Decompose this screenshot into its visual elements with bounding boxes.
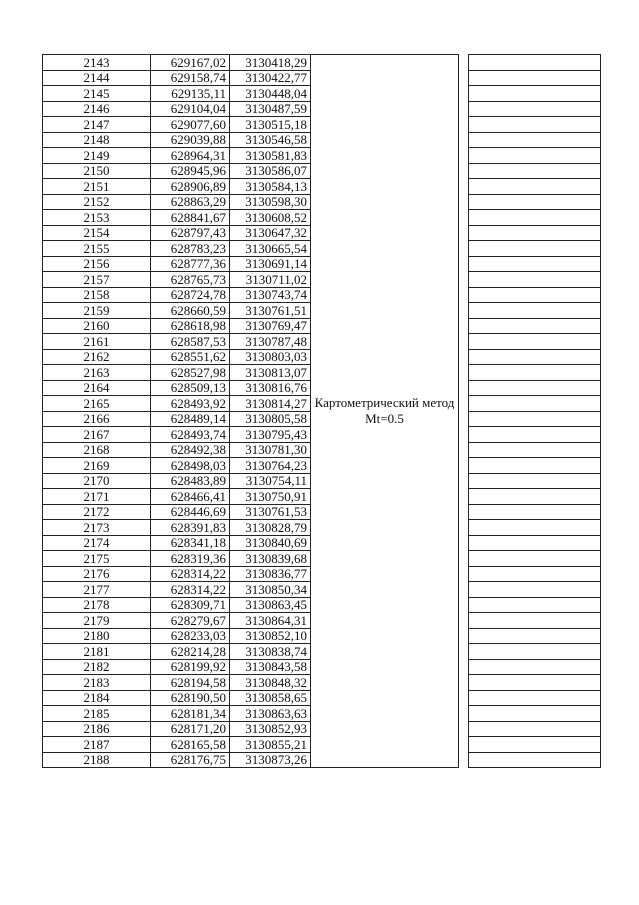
x-coordinate-cell: 628906,89 (151, 179, 230, 195)
empty-note-cell (469, 566, 601, 582)
empty-note-cell (469, 473, 601, 489)
point-number-cell: 2160 (43, 318, 151, 334)
point-number-cell: 2158 (43, 287, 151, 303)
point-number-cell: 2159 (43, 303, 151, 319)
point-number-cell: 2174 (43, 535, 151, 551)
empty-note-cell (469, 256, 601, 272)
empty-note-cell (469, 458, 601, 474)
point-number-cell: 2179 (43, 613, 151, 629)
y-coordinate-cell: 3130584,13 (230, 179, 311, 195)
x-coordinate-cell: 628279,67 (151, 613, 230, 629)
point-number-cell: 2144 (43, 70, 151, 86)
empty-note-cell (469, 210, 601, 226)
y-coordinate-cell: 3130598,30 (230, 194, 311, 210)
empty-note-cell (469, 132, 601, 148)
empty-note-cell (469, 287, 601, 303)
x-coordinate-cell: 628314,22 (151, 582, 230, 598)
empty-note-cell (469, 194, 601, 210)
empty-note-cell (469, 334, 601, 350)
empty-note-cell (469, 179, 601, 195)
y-coordinate-cell: 3130795,43 (230, 427, 311, 443)
empty-note-cell (469, 380, 601, 396)
empty-note-cell (469, 706, 601, 722)
x-coordinate-cell: 628724,78 (151, 287, 230, 303)
x-coordinate-cell: 629077,60 (151, 117, 230, 133)
y-coordinate-cell: 3130647,32 (230, 225, 311, 241)
y-coordinate-cell: 3130852,93 (230, 721, 311, 737)
point-number-cell: 2162 (43, 349, 151, 365)
x-coordinate-cell: 628483,89 (151, 473, 230, 489)
x-coordinate-cell: 628551,62 (151, 349, 230, 365)
x-coordinate-cell: 628391,83 (151, 520, 230, 536)
x-coordinate-cell: 628765,73 (151, 272, 230, 288)
empty-note-cell (469, 737, 601, 753)
x-coordinate-cell: 629167,02 (151, 55, 230, 71)
empty-note-cell (469, 411, 601, 427)
x-coordinate-cell: 628314,22 (151, 566, 230, 582)
y-coordinate-cell: 3130754,11 (230, 473, 311, 489)
x-coordinate-cell: 628945,96 (151, 163, 230, 179)
y-coordinate-cell: 3130863,63 (230, 706, 311, 722)
x-coordinate-cell: 628841,67 (151, 210, 230, 226)
point-number-cell: 2164 (43, 380, 151, 396)
point-number-cell: 2177 (43, 582, 151, 598)
y-coordinate-cell: 3130665,54 (230, 241, 311, 257)
y-coordinate-cell: 3130422,77 (230, 70, 311, 86)
y-coordinate-cell: 3130711,02 (230, 272, 311, 288)
y-coordinate-cell: 3130691,14 (230, 256, 311, 272)
empty-note-cell (469, 70, 601, 86)
x-coordinate-cell: 628176,75 (151, 752, 230, 768)
x-coordinate-cell: 628498,03 (151, 458, 230, 474)
empty-note-cell (469, 597, 601, 613)
point-number-cell: 2187 (43, 737, 151, 753)
x-coordinate-cell: 628587,53 (151, 334, 230, 350)
y-coordinate-cell: 3130805,58 (230, 411, 311, 427)
point-number-cell: 2146 (43, 101, 151, 117)
x-coordinate-cell: 628171,20 (151, 721, 230, 737)
empty-note-cell (469, 489, 601, 505)
point-number-cell: 2188 (43, 752, 151, 768)
empty-note-cell (469, 659, 601, 675)
empty-note-cell (469, 86, 601, 102)
y-coordinate-cell: 3130586,07 (230, 163, 311, 179)
empty-note-cell (469, 535, 601, 551)
x-coordinate-cell: 628165,58 (151, 737, 230, 753)
y-coordinate-cell: 3130581,83 (230, 148, 311, 164)
empty-note-cell (469, 318, 601, 334)
point-number-cell: 2143 (43, 55, 151, 71)
point-number-cell: 2167 (43, 427, 151, 443)
x-coordinate-cell: 628190,50 (151, 690, 230, 706)
y-coordinate-cell: 3130852,10 (230, 628, 311, 644)
y-coordinate-cell: 3130448,04 (230, 86, 311, 102)
empty-note-cell (469, 241, 601, 257)
x-coordinate-cell: 628233,03 (151, 628, 230, 644)
point-number-cell: 2150 (43, 163, 151, 179)
x-coordinate-cell: 628181,34 (151, 706, 230, 722)
empty-note-cell (469, 148, 601, 164)
point-number-cell: 2170 (43, 473, 151, 489)
x-coordinate-cell: 628660,59 (151, 303, 230, 319)
empty-note-cell (469, 396, 601, 412)
y-coordinate-cell: 3130743,74 (230, 287, 311, 303)
empty-note-cell (469, 163, 601, 179)
x-coordinate-cell: 628863,29 (151, 194, 230, 210)
empty-note-cell (469, 101, 601, 117)
point-number-cell: 2155 (43, 241, 151, 257)
point-number-cell: 2147 (43, 117, 151, 133)
x-coordinate-cell: 629104,04 (151, 101, 230, 117)
empty-note-cell (469, 582, 601, 598)
x-coordinate-cell: 629158,74 (151, 70, 230, 86)
y-coordinate-cell: 3130608,52 (230, 210, 311, 226)
empty-note-cell (469, 272, 601, 288)
point-number-cell: 2161 (43, 334, 151, 350)
point-number-cell: 2171 (43, 489, 151, 505)
x-coordinate-cell: 628493,74 (151, 427, 230, 443)
empty-note-cell (469, 520, 601, 536)
empty-note-cell (469, 55, 601, 71)
point-number-cell: 2185 (43, 706, 151, 722)
empty-note-cell (469, 628, 601, 644)
empty-note-cell (469, 303, 601, 319)
point-number-cell: 2165 (43, 396, 151, 412)
y-coordinate-cell: 3130781,30 (230, 442, 311, 458)
empty-note-cell (469, 613, 601, 629)
y-coordinate-cell: 3130839,68 (230, 551, 311, 567)
x-coordinate-cell: 629039,88 (151, 132, 230, 148)
point-number-cell: 2176 (43, 566, 151, 582)
y-coordinate-cell: 3130850,34 (230, 582, 311, 598)
empty-note-cell (469, 752, 601, 768)
x-coordinate-cell: 628493,92 (151, 396, 230, 412)
method-cell: Картометрический метод Mt=0.5 (311, 55, 459, 768)
y-coordinate-cell: 3130515,18 (230, 117, 311, 133)
point-number-cell: 2181 (43, 644, 151, 660)
point-number-cell: 2156 (43, 256, 151, 272)
point-number-cell: 2153 (43, 210, 151, 226)
y-coordinate-cell: 3130836,77 (230, 566, 311, 582)
x-coordinate-cell: 628194,58 (151, 675, 230, 691)
y-coordinate-cell: 3130769,47 (230, 318, 311, 334)
x-coordinate-cell: 628777,36 (151, 256, 230, 272)
point-number-cell: 2184 (43, 690, 151, 706)
point-number-cell: 2152 (43, 194, 151, 210)
y-coordinate-cell: 3130764,23 (230, 458, 311, 474)
y-coordinate-cell: 3130761,53 (230, 504, 311, 520)
x-coordinate-cell: 628797,43 (151, 225, 230, 241)
point-number-cell: 2168 (43, 442, 151, 458)
x-coordinate-cell: 628964,31 (151, 148, 230, 164)
x-coordinate-cell: 628783,23 (151, 241, 230, 257)
y-coordinate-cell: 3130838,74 (230, 644, 311, 660)
y-coordinate-cell: 3130803,03 (230, 349, 311, 365)
point-number-cell: 2154 (43, 225, 151, 241)
column-gap (459, 55, 469, 768)
x-coordinate-cell: 628618,98 (151, 318, 230, 334)
x-coordinate-cell: 628509,13 (151, 380, 230, 396)
point-number-cell: 2173 (43, 520, 151, 536)
empty-note-cell (469, 675, 601, 691)
y-coordinate-cell: 3130840,69 (230, 535, 311, 551)
y-coordinate-cell: 3130828,79 (230, 520, 311, 536)
y-coordinate-cell: 3130858,65 (230, 690, 311, 706)
table-row (43, 55, 601, 71)
point-number-cell: 2166 (43, 411, 151, 427)
y-coordinate-cell: 3130863,45 (230, 597, 311, 613)
y-coordinate-cell: 3130487,59 (230, 101, 311, 117)
point-number-cell: 2148 (43, 132, 151, 148)
empty-note-cell (469, 349, 601, 365)
empty-note-cell (469, 721, 601, 737)
empty-note-cell (469, 442, 601, 458)
point-number-cell: 2180 (43, 628, 151, 644)
x-coordinate-cell: 628309,71 (151, 597, 230, 613)
empty-note-cell (469, 690, 601, 706)
x-coordinate-cell: 628199,92 (151, 659, 230, 675)
y-coordinate-cell: 3130843,58 (230, 659, 311, 675)
coordinates-table-body (43, 55, 601, 768)
x-coordinate-cell: 628527,98 (151, 365, 230, 381)
point-number-cell: 2182 (43, 659, 151, 675)
y-coordinate-cell: 3130813,07 (230, 365, 311, 381)
y-coordinate-cell: 3130761,51 (230, 303, 311, 319)
y-coordinate-cell: 3130814,27 (230, 396, 311, 412)
x-coordinate-cell: 628341,18 (151, 535, 230, 551)
x-coordinate-cell: 628492,38 (151, 442, 230, 458)
empty-note-cell (469, 117, 601, 133)
point-number-cell: 2178 (43, 597, 151, 613)
point-number-cell: 2149 (43, 148, 151, 164)
point-number-cell: 2157 (43, 272, 151, 288)
empty-note-cell (469, 504, 601, 520)
x-coordinate-cell: 628214,28 (151, 644, 230, 660)
empty-note-cell (469, 365, 601, 381)
empty-note-cell (469, 225, 601, 241)
point-number-cell: 2183 (43, 675, 151, 691)
point-number-cell: 2169 (43, 458, 151, 474)
empty-note-cell (469, 551, 601, 567)
point-number-cell: 2151 (43, 179, 151, 195)
point-number-cell: 2175 (43, 551, 151, 567)
x-coordinate-cell: 628446,69 (151, 504, 230, 520)
coordinates-table (42, 54, 601, 768)
x-coordinate-cell: 628489,14 (151, 411, 230, 427)
y-coordinate-cell: 3130848,32 (230, 675, 311, 691)
y-coordinate-cell: 3130855,21 (230, 737, 311, 753)
y-coordinate-cell: 3130750,91 (230, 489, 311, 505)
y-coordinate-cell: 3130787,48 (230, 334, 311, 350)
empty-note-cell (469, 427, 601, 443)
x-coordinate-cell: 629135,11 (151, 86, 230, 102)
x-coordinate-cell: 628319,36 (151, 551, 230, 567)
x-coordinate-cell: 628466,41 (151, 489, 230, 505)
point-number-cell: 2172 (43, 504, 151, 520)
y-coordinate-cell: 3130418,29 (230, 55, 311, 71)
y-coordinate-cell: 3130546,58 (230, 132, 311, 148)
point-number-cell: 2145 (43, 86, 151, 102)
y-coordinate-cell: 3130864,31 (230, 613, 311, 629)
empty-note-cell (469, 644, 601, 660)
point-number-cell: 2186 (43, 721, 151, 737)
point-number-cell: 2163 (43, 365, 151, 381)
y-coordinate-cell: 3130816,76 (230, 380, 311, 396)
y-coordinate-cell: 3130873,26 (230, 752, 311, 768)
